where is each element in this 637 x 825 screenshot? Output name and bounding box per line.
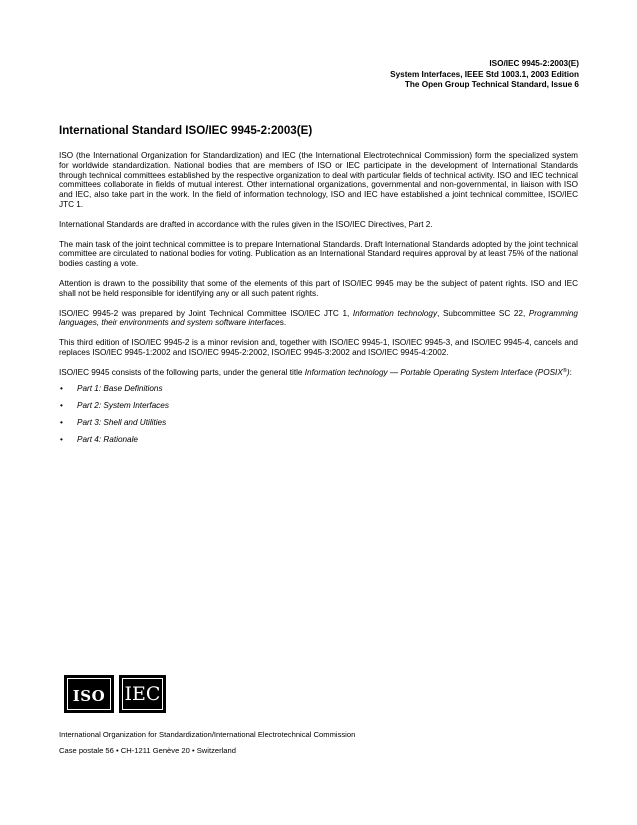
part-label: Part 1: Base Definitions xyxy=(77,383,163,393)
header-edition: System Interfaces, IEEE Std 1003.1, 2003 Edition xyxy=(390,69,579,79)
paragraph-patent-rights: Attention is drawn to the possibility that some of the elements of this part of ISO/IEC 9945 may be the subject of patent rights. ISO and IEC shall not be held responsible for identifying any or all such patent rights. xyxy=(59,278,578,298)
bullet-icon: • xyxy=(60,383,63,393)
iso-logo-text: ISO xyxy=(72,687,106,705)
prepared-by-committee-title: Information technology xyxy=(352,308,438,318)
prepared-by-subcommittee-title: Programming languages, their environments and system software interface xyxy=(59,308,578,328)
paragraph-iso-iec-intro: ISO (the International Organization for Standardization) and IEC (the International Electrotechnical Commission) form the specialized system for worldwide standardization. National bodies that are members of ISO or IEC participate in the development of International Standards through technical committees established by the respective organization to deal with particular fields of technical activity. ISO and IEC technical committees collaborate in fields of mutual interest. Other international organizations, governmental and non-governmental, in liaison with ISO and IEC, also take part in the work. In the field of information technology, ISO and IEC have established a joint technical committee, ISO/IEC JTC 1. xyxy=(59,151,578,209)
iec-logo xyxy=(119,675,166,713)
parts-general-title-text: Information technology — Portable Operating System Interface (POSIX xyxy=(304,367,563,377)
page-title: International Standard ISO/IEC 9945-2:2003(E) xyxy=(59,124,313,137)
parts-intro-text: ISO/IEC 9945 consists of the following parts, under the general title xyxy=(59,367,305,377)
prepared-by-subcommittee: , Subcommittee SC 22, xyxy=(437,308,529,318)
footer-organization: International Organization for Standardization/International Electrotechnical Commission xyxy=(59,730,356,739)
parts-general-title-close: ) xyxy=(566,367,570,377)
document-footer xyxy=(59,727,355,758)
parts-intro-colon: : xyxy=(569,367,572,377)
list-item xyxy=(59,418,578,435)
list-item xyxy=(59,401,578,418)
iso-logo xyxy=(64,675,114,713)
paragraph-parts-intro xyxy=(59,368,578,378)
part-label: Part 4: Rationale xyxy=(77,434,138,444)
document-header xyxy=(390,59,579,91)
paragraph-directives: International Standards are drafted in accordance with the rules given in the ISO/IEC Directives, Part 2. xyxy=(59,219,433,229)
bullet-icon: • xyxy=(60,417,63,427)
footer-address: Case postale 56 • CH-1211 Genève 20 • Switzerland xyxy=(59,745,236,755)
document-body xyxy=(59,151,578,452)
header-standard-number: ISO/IEC 9945-2:2003(E) xyxy=(489,59,579,68)
prepared-by-text: ISO/IEC 9945-2 was prepared by Joint Technical Committee ISO/IEC JTC 1, xyxy=(59,308,353,318)
header-issue: The Open Group Technical Standard, Issue 6 xyxy=(404,80,579,89)
iec-logo-text: IEC xyxy=(124,683,161,705)
bullet-icon: • xyxy=(60,434,63,444)
paragraph-prepared-by xyxy=(59,309,578,329)
parts-list xyxy=(59,384,578,452)
part-label: Part 3: Shell and Utilities xyxy=(77,417,167,427)
part-label: Part 2: System Interfaces xyxy=(77,400,169,410)
paragraph-third-edition: This third edition of ISO/IEC 9945-2 is a minor revision and, together with ISO/IEC 9945-1, ISO/IEC 9945-3, and ISO/IEC 9945-4, cancels and replaces ISO/IEC 9945-1:2002 and ISO/IEC 9945-2:2002, ISO/IEC 9945-3:2002 and ISO/IEC 9945-4:2002. xyxy=(59,338,578,357)
prepared-by-end: s. xyxy=(279,318,287,328)
paragraph-joint-committee: The main task of the joint technical committee is to prepare International Standards. Draft International Standards adopted by the joint technical committee are circulated to national bodies for voting. Publication as an International Standard requires approval by at least 75% of the national bodies casting a vote. xyxy=(59,239,578,269)
list-item xyxy=(59,435,578,452)
registered-mark: ® xyxy=(562,367,567,374)
bullet-icon: • xyxy=(60,400,63,410)
parts-general-title xyxy=(305,368,570,377)
list-item xyxy=(59,384,578,401)
